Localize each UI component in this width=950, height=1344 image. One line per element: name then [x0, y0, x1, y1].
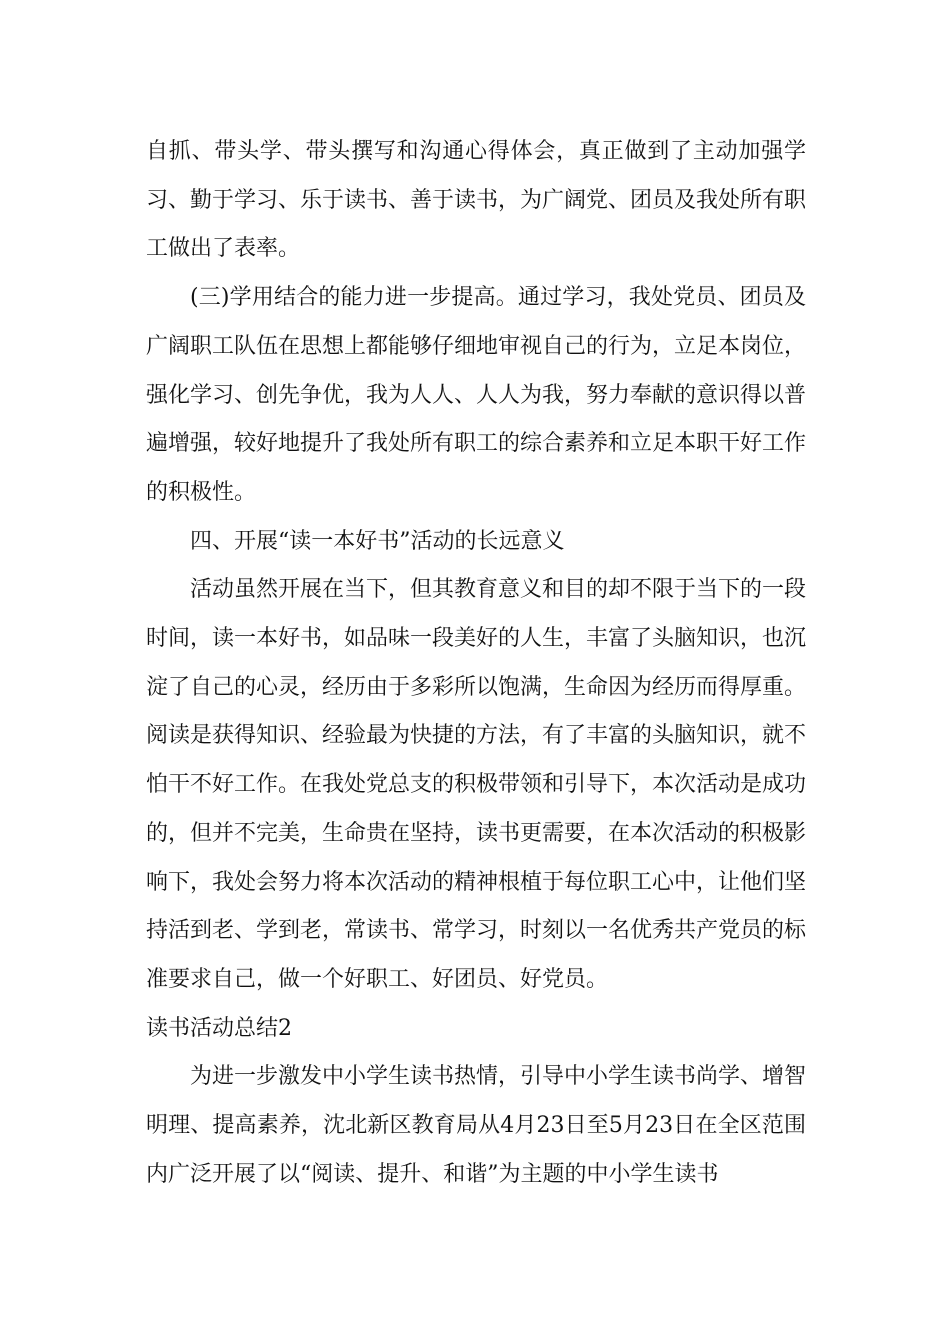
paragraph-summary-2-intro: 为进一步激发中小学生读书热情，引导中小学生读书尚学、增智明理、提高素养，沈北新区教育局从4月23日至5月23日在全区范围内广泛开展了以“阅读、提升、和谐”为主题的中小学生读书	[146, 1064, 807, 1187]
paragraph-learning-ability: (三)学用结合的能力进一步提高。通过学习，我处党员、团员及广阔职工队伍在思想上都能够仔细地审视自己的行为，立足本岗位，强化学习、创先争优，我为人人、人人为我，努力奉献的意识得以普遍增强，较好地提升了我处所有职工的综合素养和立足本职干好工作的积极性。	[146, 285, 807, 505]
paragraph-continuation: 自抓、带头学、带头撰写和沟通心得体会，真正做到了主动加强学习、勤于学习、乐于读书、善于读书，为广阔党、团员及我处所有职工做出了表率。	[146, 139, 807, 262]
document-body	[146, 128, 806, 1199]
section-heading-significance: 四、开展“读一本好书”活动的长远意义	[190, 528, 565, 554]
document-title-summary-2: 读书活动总结2	[146, 1015, 292, 1041]
paragraph-significance: 活动虽然开展在当下，但其教育意义和目的却不限于当下的一段时间，读一本好书，如品味一段美好的人生，丰富了头脑知识，也沉淀了自己的心灵，经历由于多彩所以饱满，生命因为经历而得厚重。阅读是获得知识、经验最为快捷的方法，有了丰富的头脑知识，就不怕干不好工作。在我处党总支的积极带领和引导下，本次活动是成功的，但并不完美，生命贵在坚持，读书更需要，在本次活动的积极影响下，我处会努力将本次活动的精神根植于每位职工心中，让他们坚持活到老、学到老，常读书、常学习，时刻以一名优秀共产党员的标准要求自己，做一个好职工、好团员、好党员。	[146, 577, 807, 992]
